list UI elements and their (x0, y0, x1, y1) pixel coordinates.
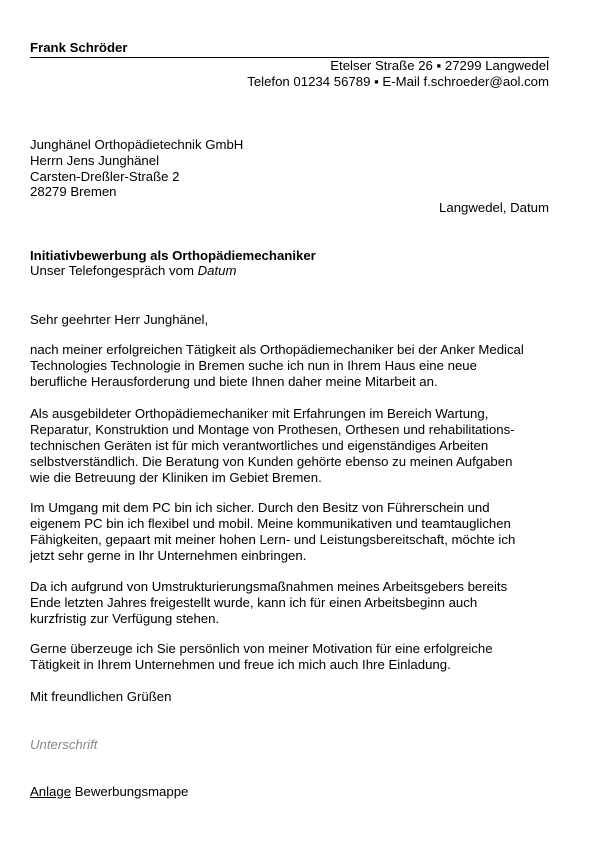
paragraph-line: eigenem PC bin ich flexibel und mobil. Meine kommunikativen und teamtauglichen (30, 516, 511, 531)
paragraph-line: Reparatur, Konstruktion und Montage von Prothesen, Orthesen und rehabilitations- (30, 422, 515, 437)
subject-reference-prefix: Unser Telefongespräch vom (30, 263, 198, 278)
paragraph-line: jetzt sehr gerne in Ihr Unternehmen einbringen. (30, 548, 307, 563)
closing: Mit freundlichen Grüßen (30, 689, 172, 704)
paragraph-line: Ende letzten Jahres freigestellt wurde, kann ich für einen Arbeitsbeginn auch (30, 595, 478, 610)
paragraph-line: kurzfristig zur Verfügung stehen. (30, 611, 220, 626)
subject-reference (30, 263, 236, 279)
paragraph-line: Da ich aufgrund von Umstrukturierungsmaßnahmen meines Arbeitsgebers bereits (30, 579, 508, 594)
enclosure (30, 784, 188, 800)
recipient-city: 28279 Bremen (30, 184, 117, 199)
paragraph-line: technischen Geräten ist für mich verantwortliches und eigenständiges Arbeiten (30, 438, 489, 453)
paragraph-line: Als ausgebildeter Orthopädiemechaniker mit Erfahrungen im Bereich Wartung, (30, 406, 489, 421)
paragraph-line: Im Umgang mit dem PC bin ich sicher. Durch den Besitz von Führerschein und (30, 500, 490, 515)
body-paragraph-3 (30, 500, 555, 564)
paragraph-line: Technologies Technologie in Bremen suche ich nun in Ihrem Haus eine neue (30, 358, 477, 373)
subject-reference-date: Datum (197, 263, 237, 278)
paragraph-line: nach meiner erfolgreichen Tätigkeit als Orthopädiemechaniker bei der Anker Medical (30, 342, 524, 357)
paragraph-line: wie die Betreuung der Kliniken im Gebiet Bremen. (30, 470, 322, 485)
sender-contact: Telefon 01234 56789 ▪ E-Mail f.schroeder@aol.com (247, 74, 549, 89)
signature: Unterschrift (30, 737, 98, 752)
sender-address: Etelser Straße 26 ▪ 27299 Langwedel (330, 58, 549, 73)
body-paragraph-4 (30, 579, 555, 627)
paragraph-line: Tätigkeit in Ihrem Unternehmen und freue ich mich auch Ihre Einladung. (30, 657, 451, 672)
body-paragraph-1 (30, 342, 555, 390)
enclosure-text: Bewerbungsmappe (71, 784, 189, 799)
paragraph-line: Gerne überzeuge ich Sie persönlich von meiner Motivation für eine erfolgreiche (30, 641, 493, 656)
recipient-company: Junghänel Orthopädietechnik GmbH (30, 137, 244, 152)
place-date: Langwedel, Datum (439, 200, 549, 215)
enclosure-label: Anlage (30, 784, 72, 799)
body-paragraph-2 (30, 406, 555, 486)
sender-name: Frank Schröder (30, 40, 128, 55)
recipient-street: Carsten-Dreßler-Straße 2 (30, 169, 180, 184)
paragraph-line: Fähigkeiten, gepaart mit meiner hohen Lern- und Leistungsbereitschaft, möchte ich (30, 532, 516, 547)
recipient-person: Herrn Jens Junghänel (30, 153, 160, 168)
paragraph-line: selbstverständlich. Die Beratung von Kunden gehörte ebenso zu meinen Aufgaben (30, 454, 513, 469)
paragraph-line: berufliche Herausforderung und biete Ihnen daher meine Mitarbeit an. (30, 374, 438, 389)
body-paragraph-5 (30, 641, 555, 673)
salutation: Sehr geehrter Herr Junghänel, (30, 312, 209, 327)
subject-title: Initiativbewerbung als Orthopädiemechaniker (30, 248, 316, 263)
